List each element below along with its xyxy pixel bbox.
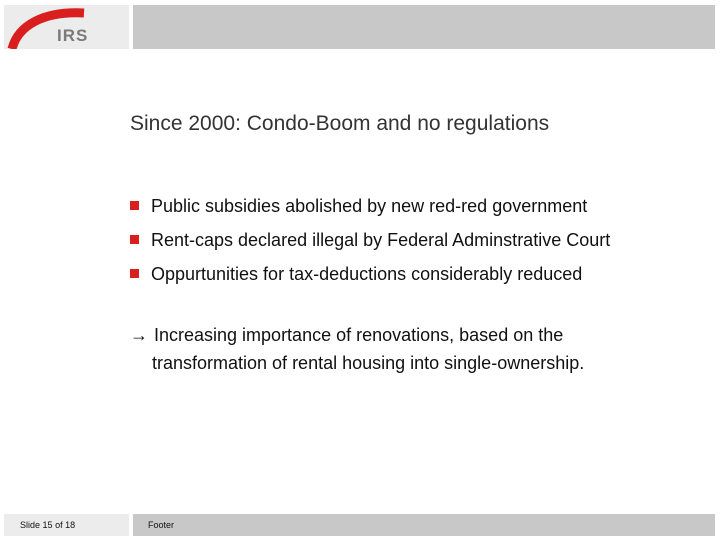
bullet-item bbox=[130, 223, 610, 257]
logo-panel bbox=[4, 5, 129, 49]
slide-label: Slide bbox=[20, 520, 41, 530]
bullet-item bbox=[130, 189, 610, 223]
slide-counter bbox=[20, 520, 75, 530]
footer-left-panel bbox=[4, 514, 129, 536]
bullet-text: Public subsidies abolished by new red-red government bbox=[151, 195, 588, 216]
bullet-item bbox=[130, 257, 610, 291]
bullet-square-icon bbox=[130, 201, 139, 210]
bullet-text: Oppurtunities for tax-deductions considerably reduced bbox=[151, 263, 583, 284]
header-bar bbox=[133, 5, 715, 49]
logo-text: IRS bbox=[57, 26, 89, 45]
slide-total: 18 bbox=[65, 520, 76, 530]
bullet-list bbox=[130, 189, 610, 291]
conclusion-line-1: Increasing importance of renovations, based on the bbox=[154, 325, 564, 345]
bullet-square-icon bbox=[130, 269, 139, 278]
arrow-right-icon: → bbox=[130, 325, 148, 345]
bullet-square-icon bbox=[130, 235, 139, 244]
slide-title: Since 2000: Condo-Boom and no regulations bbox=[130, 112, 550, 135]
bullet-text: Rent-caps declared illegal by Federal Adminstrative Court bbox=[151, 229, 611, 250]
footer-bar bbox=[133, 514, 715, 536]
conclusion-line-2: transformation of rental housing into single-ownership. bbox=[152, 353, 585, 373]
footer-text: Footer bbox=[148, 520, 175, 530]
of-label: of bbox=[55, 520, 63, 530]
conclusion-text bbox=[130, 321, 690, 377]
slide-number: 15 bbox=[42, 520, 53, 530]
